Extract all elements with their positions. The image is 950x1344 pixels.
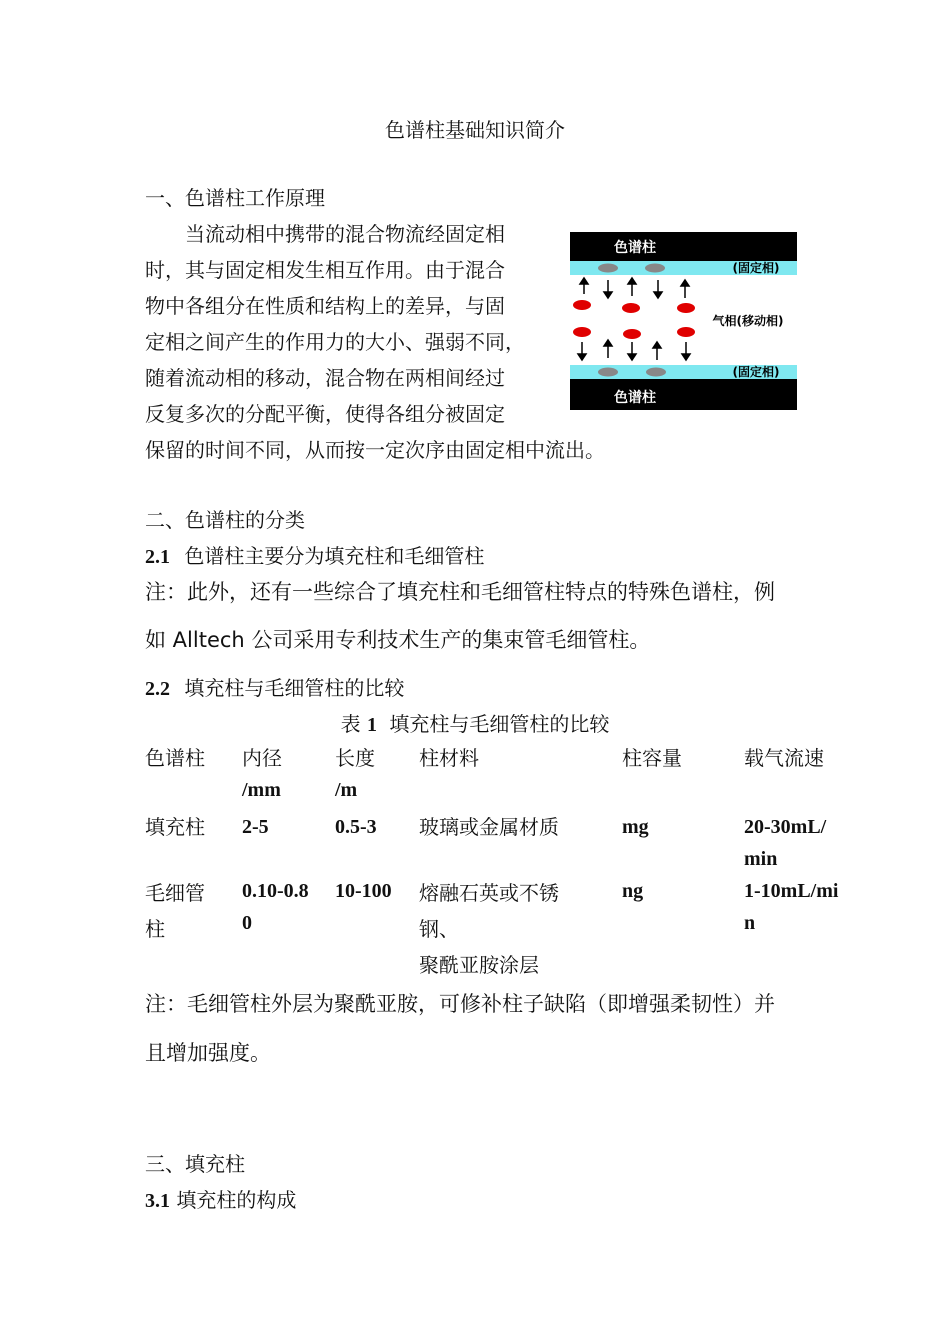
- table-header-column: 色谱柱: [145, 746, 205, 770]
- paragraph-line: 物中各组分在性质和结构上的差异，与固: [145, 294, 505, 318]
- subsection-number: 2.2: [145, 678, 170, 700]
- paragraph-line: 随着流动相的移动，混合物在两相间经过: [145, 366, 505, 390]
- note2-line2: 且增加强度。: [145, 1041, 271, 1065]
- row1-diameter: 2-5: [242, 816, 269, 838]
- subsection-title: 填充柱与毛细管柱的比较: [184, 676, 405, 700]
- document-title: 色谱柱基础知识简介: [385, 118, 565, 142]
- name-line: 柱: [145, 917, 165, 941]
- sample-particle: [573, 300, 591, 310]
- adsorbed-particle: [645, 264, 665, 273]
- paragraph-line: 定相之间产生的作用力的大小、强弱不同，: [145, 330, 525, 354]
- table-header-material: 柱材料: [419, 746, 479, 770]
- adsorbed-particle: [598, 368, 618, 377]
- header-unit: /mm: [242, 779, 281, 801]
- note1-line2: 如 Alltech 公司采用专利技术生产的集束管毛细管柱。: [145, 628, 651, 652]
- flow-line: 20-30mL/: [744, 816, 827, 838]
- flow-line: n: [744, 912, 756, 934]
- table-caption: [0, 708, 950, 737]
- material-line: 钢、: [419, 917, 459, 941]
- sample-particle: [623, 329, 641, 339]
- note1-line1: 注：此外，还有一些综合了填充柱和毛细管柱特点的特殊色谱柱，例: [145, 580, 775, 604]
- sample-particle: [622, 303, 640, 313]
- subsection-title: 填充柱的构成: [176, 1188, 297, 1212]
- flow-line: min: [744, 848, 778, 870]
- row2-material: [419, 875, 559, 983]
- row1-length: 0.5-3: [335, 816, 377, 838]
- flow-line: 1-10mL/mi: [744, 880, 839, 902]
- subsection-2-2: [145, 672, 404, 701]
- table-header-flow: 载气流速: [744, 746, 824, 770]
- table-caption-prefix: 表: [340, 712, 361, 736]
- paragraph-line: 当流动相中携带的混合物流经固定相: [145, 222, 505, 246]
- paragraph-last-line: 保留的时间不同，从而按一定次序由固定相中流出。: [145, 438, 605, 462]
- row1-name: 填充柱: [145, 815, 205, 839]
- column-diagram-svg: [570, 232, 797, 410]
- section3-heading: 三、填充柱: [145, 1152, 245, 1176]
- row2-flow: [744, 875, 838, 939]
- paragraph-line: 时，其与固定相发生相互作用。由于混合: [145, 258, 505, 282]
- diameter-line: 0.10-0.8: [242, 880, 309, 902]
- header-line: 内径: [242, 746, 282, 770]
- mobile-phase-label: 气相(移动相): [712, 314, 784, 328]
- material-line: 熔融石英或不锈: [419, 881, 559, 905]
- section1-heading: 一、色谱柱工作原理: [145, 186, 325, 210]
- diagram-bottom-label: 色谱柱: [614, 390, 656, 406]
- sample-particle: [573, 327, 591, 337]
- adsorbed-particle: [598, 264, 618, 273]
- sample-particle: [677, 327, 695, 337]
- header-line: 长度: [335, 746, 375, 770]
- row1-flow: [744, 811, 826, 875]
- diagram-top-label: 色谱柱: [614, 240, 656, 256]
- material-line: 聚酰亚胺涂层: [419, 953, 539, 977]
- section1-paragraph: [145, 216, 555, 432]
- note2-line1: 注：毛细管柱外层为聚酰亚胺，可修补柱子缺陷（即增强柔韧性）并: [145, 992, 775, 1016]
- subsection-3-1: [145, 1184, 296, 1213]
- table-caption-number: 1: [367, 714, 377, 736]
- adsorbed-particle: [646, 368, 666, 377]
- row2-capacity: ng: [622, 880, 644, 902]
- row2-length: 10-100: [335, 880, 392, 902]
- sample-particle: [677, 303, 695, 313]
- stationary-bottom-label: (固定相): [732, 365, 780, 379]
- subsection-2-1: [145, 540, 484, 569]
- column-diagram: [570, 232, 797, 410]
- row2-diameter: [242, 875, 309, 939]
- row1-material: 玻璃或金属材质: [419, 815, 559, 839]
- diameter-line: 0: [242, 912, 252, 934]
- name-line: 毛细管: [145, 881, 205, 905]
- row1-capacity: mg: [622, 816, 649, 838]
- section2-heading: 二、色谱柱的分类: [145, 508, 305, 532]
- table-caption-text: 填充柱与毛细管柱的比较: [389, 712, 610, 736]
- table-header-diameter: [242, 742, 282, 806]
- paragraph-line: 反复多次的分配平衡，使得各组分被固定: [145, 402, 505, 426]
- subsection-title: 色谱柱主要分为填充柱和毛细管柱: [184, 544, 485, 568]
- subsection-number: 2.1: [145, 546, 170, 568]
- header-unit: /m: [335, 779, 358, 801]
- subsection-number: 3.1: [145, 1190, 170, 1212]
- row2-name: [145, 875, 205, 947]
- table-header-capacity: 柱容量: [622, 746, 682, 770]
- stationary-top-label: (固定相): [732, 261, 780, 275]
- table-header-length: [335, 742, 375, 806]
